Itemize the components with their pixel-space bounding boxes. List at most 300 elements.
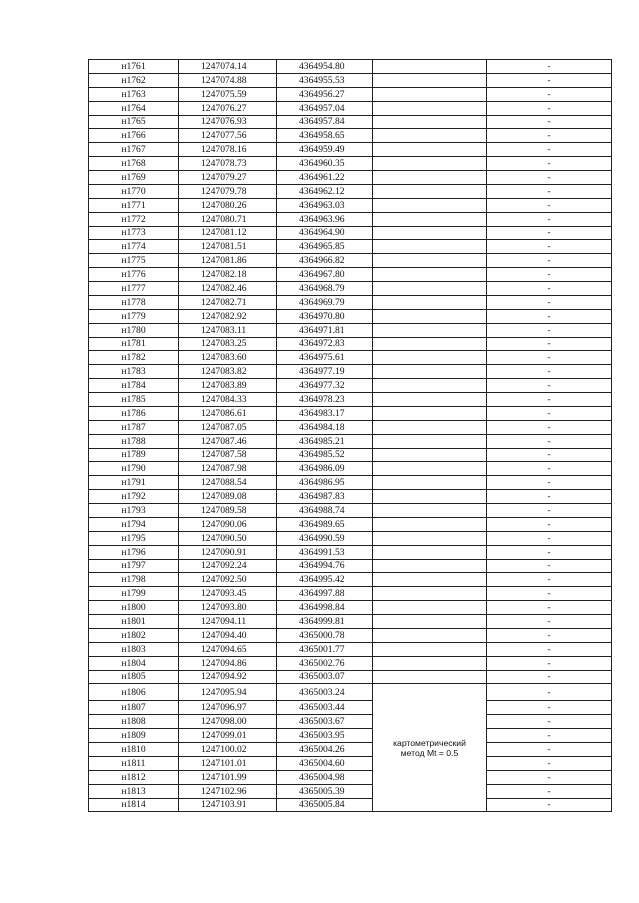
note-cell: - [487, 60, 612, 74]
empty-cell [373, 587, 487, 601]
note-cell: - [487, 379, 612, 393]
empty-cell [373, 642, 487, 656]
x-coordinate-cell: 1247090.91 [179, 545, 277, 559]
empty-cell [373, 601, 487, 615]
y-coordinate-cell: 4364963.03 [277, 198, 373, 212]
x-coordinate-cell: 1247081.86 [179, 254, 277, 268]
empty-cell [373, 517, 487, 531]
note-cell: - [487, 115, 612, 129]
table-row [89, 490, 612, 504]
table-row [89, 115, 612, 129]
x-coordinate-cell: 1247103.91 [179, 798, 277, 812]
empty-cell [373, 198, 487, 212]
x-coordinate-cell: 1247083.60 [179, 351, 277, 365]
y-coordinate-cell: 4364971.81 [277, 323, 373, 337]
y-coordinate-cell: 4364988.74 [277, 504, 373, 518]
y-coordinate-cell: 4364990.59 [277, 531, 373, 545]
note-cell: - [487, 531, 612, 545]
point-id-cell: н1769 [89, 171, 179, 185]
table-row [89, 240, 612, 254]
coordinates-table-body [89, 60, 612, 812]
point-id-cell: н1809 [89, 729, 179, 743]
x-coordinate-cell: 1247090.06 [179, 517, 277, 531]
y-coordinate-cell: 4364995.42 [277, 573, 373, 587]
note-cell: - [487, 642, 612, 656]
point-id-cell: н1796 [89, 545, 179, 559]
point-id-cell: н1779 [89, 309, 179, 323]
y-coordinate-cell: 4365000.78 [277, 628, 373, 642]
y-coordinate-cell: 4364975.61 [277, 351, 373, 365]
y-coordinate-cell: 4364960.35 [277, 157, 373, 171]
table-row [89, 729, 612, 743]
y-coordinate-cell: 4365004.98 [277, 770, 373, 784]
x-coordinate-cell: 1247081.51 [179, 240, 277, 254]
y-coordinate-cell: 4364970.80 [277, 309, 373, 323]
note-cell: - [487, 184, 612, 198]
x-coordinate-cell: 1247074.14 [179, 60, 277, 74]
empty-cell [373, 212, 487, 226]
x-coordinate-cell: 1247082.46 [179, 282, 277, 296]
empty-cell [373, 171, 487, 185]
table-row [89, 545, 612, 559]
y-coordinate-cell: 4365001.77 [277, 642, 373, 656]
x-coordinate-cell: 1247083.82 [179, 365, 277, 379]
x-coordinate-cell: 1247094.86 [179, 656, 277, 670]
method-text-line: картометрический [393, 737, 466, 748]
note-cell: - [487, 504, 612, 518]
empty-cell [373, 268, 487, 282]
table-row [89, 226, 612, 240]
point-id-cell: н1771 [89, 198, 179, 212]
table-row [89, 295, 612, 309]
table-row [89, 448, 612, 462]
point-id-cell: н1785 [89, 393, 179, 407]
x-coordinate-cell: 1247094.40 [179, 628, 277, 642]
y-coordinate-cell: 4364955.53 [277, 73, 373, 87]
x-coordinate-cell: 1247081.12 [179, 226, 277, 240]
point-id-cell: н1812 [89, 770, 179, 784]
empty-cell [373, 656, 487, 670]
table-row [89, 101, 612, 115]
table-row [89, 756, 612, 770]
point-id-cell: н1762 [89, 73, 179, 87]
note-cell: - [487, 656, 612, 670]
point-id-cell: н1808 [89, 715, 179, 729]
point-id-cell: н1814 [89, 798, 179, 812]
point-id-cell: н1805 [89, 670, 179, 684]
point-id-cell: н1763 [89, 87, 179, 101]
y-coordinate-cell: 4365004.60 [277, 756, 373, 770]
note-cell: - [487, 254, 612, 268]
x-coordinate-cell: 1247102.96 [179, 784, 277, 798]
point-id-cell: н1807 [89, 701, 179, 715]
y-coordinate-cell: 4364972.83 [277, 337, 373, 351]
note-cell: - [487, 157, 612, 171]
y-coordinate-cell: 4364958.65 [277, 129, 373, 143]
table-row [89, 129, 612, 143]
x-coordinate-cell: 1247094.65 [179, 642, 277, 656]
table-row [89, 601, 612, 615]
note-cell: - [487, 129, 612, 143]
note-cell: - [487, 282, 612, 296]
point-id-cell: н1792 [89, 490, 179, 504]
x-coordinate-cell: 1247099.01 [179, 729, 277, 743]
table-row [89, 282, 612, 296]
x-coordinate-cell: 1247100.02 [179, 743, 277, 757]
empty-cell [373, 420, 487, 434]
point-id-cell: н1775 [89, 254, 179, 268]
table-row [89, 309, 612, 323]
note-cell: - [487, 434, 612, 448]
note-cell: - [487, 784, 612, 798]
table-row [89, 337, 612, 351]
y-coordinate-cell: 4364998.84 [277, 601, 373, 615]
table-row [89, 157, 612, 171]
note-cell: - [487, 559, 612, 573]
point-id-cell: н1782 [89, 351, 179, 365]
x-coordinate-cell: 1247087.05 [179, 420, 277, 434]
empty-cell [373, 531, 487, 545]
y-coordinate-cell: 4364985.52 [277, 448, 373, 462]
empty-cell [373, 129, 487, 143]
empty-cell [373, 448, 487, 462]
x-coordinate-cell: 1247084.33 [179, 393, 277, 407]
point-id-cell: н1806 [89, 684, 179, 701]
x-coordinate-cell: 1247093.45 [179, 587, 277, 601]
x-coordinate-cell: 1247078.73 [179, 157, 277, 171]
x-coordinate-cell: 1247101.01 [179, 756, 277, 770]
point-id-cell: н1803 [89, 642, 179, 656]
empty-cell [373, 490, 487, 504]
y-coordinate-cell: 4365005.84 [277, 798, 373, 812]
y-coordinate-cell: 4364954.80 [277, 60, 373, 74]
y-coordinate-cell: 4364964.90 [277, 226, 373, 240]
table-row [89, 573, 612, 587]
y-coordinate-cell: 4364983.17 [277, 406, 373, 420]
table-row [89, 212, 612, 226]
x-coordinate-cell: 1247076.27 [179, 101, 277, 115]
note-cell: - [487, 268, 612, 282]
y-coordinate-cell: 4365003.67 [277, 715, 373, 729]
x-coordinate-cell: 1247080.26 [179, 198, 277, 212]
x-coordinate-cell: 1247087.46 [179, 434, 277, 448]
y-coordinate-cell: 4364985.21 [277, 434, 373, 448]
table-row [89, 587, 612, 601]
point-id-cell: н1801 [89, 615, 179, 629]
point-id-cell: н1811 [89, 756, 179, 770]
y-coordinate-cell: 4364977.19 [277, 365, 373, 379]
note-cell: - [487, 601, 612, 615]
table-row [89, 323, 612, 337]
x-coordinate-cell: 1247082.18 [179, 268, 277, 282]
empty-cell [373, 282, 487, 296]
empty-cell [373, 309, 487, 323]
point-id-cell: н1795 [89, 531, 179, 545]
note-cell: - [487, 517, 612, 531]
note-cell: - [487, 101, 612, 115]
x-coordinate-cell: 1247077.56 [179, 129, 277, 143]
x-coordinate-cell: 1247089.08 [179, 490, 277, 504]
note-cell: - [487, 351, 612, 365]
x-coordinate-cell: 1247088.54 [179, 476, 277, 490]
point-id-cell: н1813 [89, 784, 179, 798]
x-coordinate-cell: 1247083.25 [179, 337, 277, 351]
empty-cell [373, 462, 487, 476]
x-coordinate-cell: 1247101.99 [179, 770, 277, 784]
table-row [89, 171, 612, 185]
note-cell: - [487, 87, 612, 101]
note-cell: - [487, 701, 612, 715]
table-row [89, 87, 612, 101]
note-cell: - [487, 798, 612, 812]
note-cell: - [487, 198, 612, 212]
empty-cell [373, 157, 487, 171]
y-coordinate-cell: 4364987.83 [277, 490, 373, 504]
empty-cell [373, 434, 487, 448]
table-row [89, 254, 612, 268]
x-coordinate-cell: 1247092.50 [179, 573, 277, 587]
note-cell: - [487, 490, 612, 504]
note-cell: - [487, 337, 612, 351]
empty-cell [373, 615, 487, 629]
table-row [89, 476, 612, 490]
x-coordinate-cell: 1247082.92 [179, 309, 277, 323]
table-row [89, 701, 612, 715]
note-cell: - [487, 729, 612, 743]
empty-cell [373, 365, 487, 379]
point-id-cell: н1797 [89, 559, 179, 573]
x-coordinate-cell: 1247083.11 [179, 323, 277, 337]
table-row [89, 434, 612, 448]
empty-cell [373, 115, 487, 129]
x-coordinate-cell: 1247092.24 [179, 559, 277, 573]
y-coordinate-cell: 4364961.22 [277, 171, 373, 185]
point-id-cell: н1776 [89, 268, 179, 282]
empty-cell [373, 337, 487, 351]
note-cell: - [487, 573, 612, 587]
empty-cell [373, 379, 487, 393]
y-coordinate-cell: 4365002.76 [277, 656, 373, 670]
empty-cell [373, 240, 487, 254]
point-id-cell: н1761 [89, 60, 179, 74]
table-row [89, 60, 612, 74]
table-row [89, 198, 612, 212]
point-id-cell: н1788 [89, 434, 179, 448]
y-coordinate-cell: 4364986.95 [277, 476, 373, 490]
table-row [89, 365, 612, 379]
note-cell: - [487, 143, 612, 157]
point-id-cell: н1764 [89, 101, 179, 115]
point-id-cell: н1786 [89, 406, 179, 420]
point-id-cell: н1774 [89, 240, 179, 254]
table-row [89, 184, 612, 198]
note-cell: - [487, 406, 612, 420]
point-id-cell: н1793 [89, 504, 179, 518]
note-cell: - [487, 309, 612, 323]
point-id-cell: н1777 [89, 282, 179, 296]
y-coordinate-cell: 4364963.96 [277, 212, 373, 226]
table-row [89, 770, 612, 784]
note-cell: - [487, 743, 612, 757]
note-cell: - [487, 756, 612, 770]
y-coordinate-cell: 4364997.88 [277, 587, 373, 601]
note-cell: - [487, 240, 612, 254]
y-coordinate-cell: 4364962.12 [277, 184, 373, 198]
table-row [89, 379, 612, 393]
empty-cell [373, 87, 487, 101]
x-coordinate-cell: 1247079.78 [179, 184, 277, 198]
x-coordinate-cell: 1247090.50 [179, 531, 277, 545]
y-coordinate-cell: 4364968.79 [277, 282, 373, 296]
note-cell: - [487, 295, 612, 309]
note-cell: - [487, 770, 612, 784]
table-row [89, 351, 612, 365]
point-id-cell: н1778 [89, 295, 179, 309]
table-row [89, 559, 612, 573]
x-coordinate-cell: 1247087.58 [179, 448, 277, 462]
y-coordinate-cell: 4364994.76 [277, 559, 373, 573]
y-coordinate-cell: 4364957.84 [277, 115, 373, 129]
table-row [89, 656, 612, 670]
empty-cell [373, 476, 487, 490]
y-coordinate-cell: 4365003.44 [277, 701, 373, 715]
empty-cell [373, 670, 487, 684]
note-cell: - [487, 448, 612, 462]
table-row [89, 715, 612, 729]
y-coordinate-cell: 4364991.53 [277, 545, 373, 559]
empty-cell [373, 406, 487, 420]
note-cell: - [487, 684, 612, 701]
y-coordinate-cell: 4364967.80 [277, 268, 373, 282]
empty-cell [373, 573, 487, 587]
point-id-cell: н1789 [89, 448, 179, 462]
x-coordinate-cell: 1247076.93 [179, 115, 277, 129]
table-row [89, 73, 612, 87]
note-cell: - [487, 476, 612, 490]
empty-cell [373, 295, 487, 309]
point-id-cell: н1799 [89, 587, 179, 601]
x-coordinate-cell: 1247078.16 [179, 143, 277, 157]
empty-cell [373, 184, 487, 198]
x-coordinate-cell: 1247094.92 [179, 670, 277, 684]
note-cell: - [487, 323, 612, 337]
empty-cell [373, 60, 487, 74]
table-row [89, 642, 612, 656]
table-row [89, 743, 612, 757]
note-cell: - [487, 462, 612, 476]
point-id-cell: н1770 [89, 184, 179, 198]
note-cell: - [487, 420, 612, 434]
table-row [89, 420, 612, 434]
x-coordinate-cell: 1247083.89 [179, 379, 277, 393]
y-coordinate-cell: 4364986.09 [277, 462, 373, 476]
method-cell [373, 684, 487, 812]
point-id-cell: н1800 [89, 601, 179, 615]
empty-cell [373, 226, 487, 240]
note-cell: - [487, 545, 612, 559]
point-id-cell: н1784 [89, 379, 179, 393]
y-coordinate-cell: 4364966.82 [277, 254, 373, 268]
table-row [89, 268, 612, 282]
x-coordinate-cell: 1247089.58 [179, 504, 277, 518]
point-id-cell: н1781 [89, 337, 179, 351]
x-coordinate-cell: 1247093.80 [179, 601, 277, 615]
x-coordinate-cell: 1247080.71 [179, 212, 277, 226]
x-coordinate-cell: 1247075.59 [179, 87, 277, 101]
table-row [89, 462, 612, 476]
y-coordinate-cell: 4365003.95 [277, 729, 373, 743]
table-row [89, 798, 612, 812]
y-coordinate-cell: 4364956.27 [277, 87, 373, 101]
empty-cell [373, 504, 487, 518]
empty-cell [373, 323, 487, 337]
y-coordinate-cell: 4364978.23 [277, 393, 373, 407]
empty-cell [373, 101, 487, 115]
y-coordinate-cell: 4364969.79 [277, 295, 373, 309]
point-id-cell: н1773 [89, 226, 179, 240]
point-id-cell: н1794 [89, 517, 179, 531]
table-row [89, 393, 612, 407]
y-coordinate-cell: 4364959.49 [277, 143, 373, 157]
point-id-cell: н1804 [89, 656, 179, 670]
note-cell: - [487, 628, 612, 642]
table-row [89, 531, 612, 545]
y-coordinate-cell: 4365003.24 [277, 684, 373, 701]
empty-cell [373, 628, 487, 642]
point-id-cell: н1766 [89, 129, 179, 143]
y-coordinate-cell: 4364999.81 [277, 615, 373, 629]
x-coordinate-cell: 1247074.88 [179, 73, 277, 87]
y-coordinate-cell: 4364957.04 [277, 101, 373, 115]
point-id-cell: н1768 [89, 157, 179, 171]
table-row [89, 684, 612, 701]
y-coordinate-cell: 4364984.18 [277, 420, 373, 434]
y-coordinate-cell: 4364965.85 [277, 240, 373, 254]
point-id-cell: н1790 [89, 462, 179, 476]
x-coordinate-cell: 1247094.11 [179, 615, 277, 629]
x-coordinate-cell: 1247095.94 [179, 684, 277, 701]
table-row [89, 670, 612, 684]
empty-cell [373, 559, 487, 573]
point-id-cell: н1791 [89, 476, 179, 490]
x-coordinate-cell: 1247096.97 [179, 701, 277, 715]
table-row [89, 628, 612, 642]
point-id-cell: н1780 [89, 323, 179, 337]
empty-cell [373, 254, 487, 268]
note-cell: - [487, 615, 612, 629]
table-row [89, 406, 612, 420]
point-id-cell: н1810 [89, 743, 179, 757]
y-coordinate-cell: 4364989.65 [277, 517, 373, 531]
y-coordinate-cell: 4365004.26 [277, 743, 373, 757]
note-cell: - [487, 393, 612, 407]
table-row [89, 517, 612, 531]
note-cell: - [487, 587, 612, 601]
y-coordinate-cell: 4364977.32 [277, 379, 373, 393]
note-cell: - [487, 365, 612, 379]
note-cell: - [487, 715, 612, 729]
empty-cell [373, 393, 487, 407]
x-coordinate-cell: 1247098.00 [179, 715, 277, 729]
note-cell: - [487, 212, 612, 226]
point-id-cell: н1798 [89, 573, 179, 587]
x-coordinate-cell: 1247087.98 [179, 462, 277, 476]
method-text-line: метод Mt = 0.5 [400, 747, 459, 758]
table-row [89, 143, 612, 157]
table-row [89, 784, 612, 798]
empty-cell [373, 351, 487, 365]
table-row [89, 504, 612, 518]
